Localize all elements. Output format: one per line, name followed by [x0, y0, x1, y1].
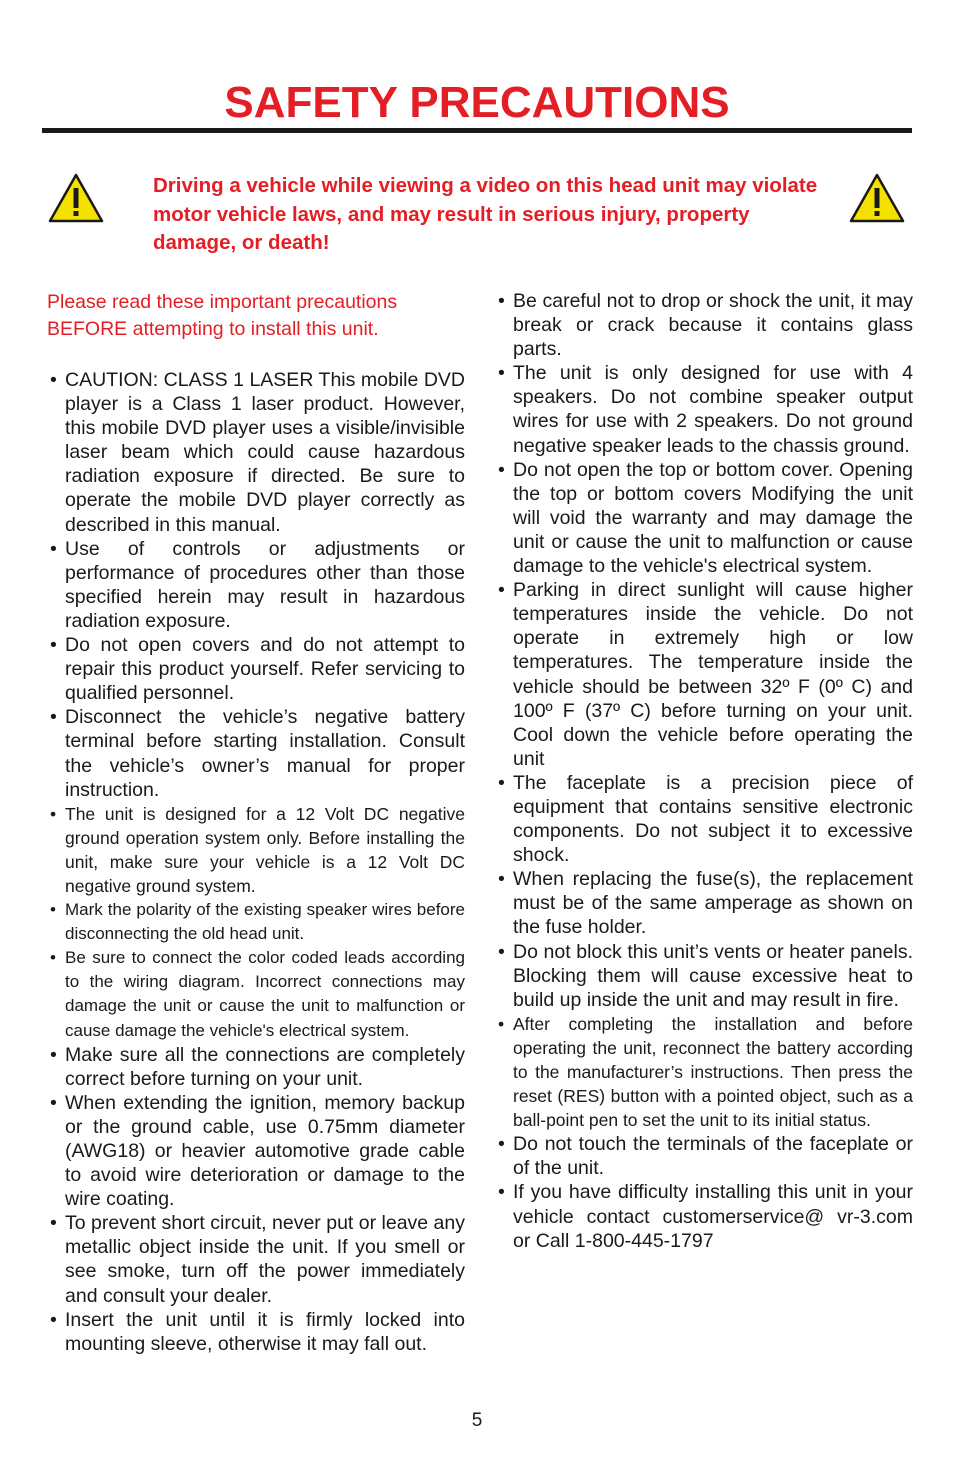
precaution-item: • Insert the unit until it is firmly locked into mounting sleeve, otherwise it may fall out. [47, 1308, 465, 1356]
precaution-item: • Be careful not to drop or shock the unit, it may break or crack because it contains glass parts. [495, 289, 913, 361]
precaution-item: • Disconnect the vehicle’s negative battery terminal before starting installation. Consult the vehicle’s owner’s manual for proper instruction. [47, 705, 465, 801]
warning-message: Driving a vehicle while viewing a video on this head unit may violate motor vehicle laws, and may result in serious injury, property damage, or death! [153, 174, 818, 254]
warning-triangle-icon [848, 172, 906, 224]
precaution-item: • Parking in direct sunlight will cause higher temperatures inside the vehicle. Do not operate in extremely high or low temperatures. The temperature inside the vehicle should be between 32º F (0º C) and 100º F (37º C) before turning on your unit. Cool down the vehicle before operating the unit [495, 578, 913, 771]
precaution-item: • Do not open the top or bottom cover. Opening the top or bottom covers Modifying the unit will void the warranty and may damage the unit or cause the unit to malfunction or cause damage to the vehicle's electrical system. [495, 458, 913, 578]
precaution-item: • If you have difficulty installing this unit in your vehicle contact customerservice@ vr-3.com or Call 1-800-445-1797 [495, 1180, 913, 1252]
precaution-item: • Do not open covers and do not attempt to repair this product yourself. Refer servicing to qualified personnel. [47, 633, 465, 705]
page-number: 5 [471, 1410, 483, 1431]
intro-note: Please read these important precautions BEFORE attempting to install this unit. [47, 291, 398, 340]
precaution-item: • When replacing the fuse(s), the replacement must be of the same amperage as shown on the fuse holder. [495, 867, 913, 939]
precaution-item: • Be sure to connect the color coded leads according to the wiring diagram. Incorrect connections may damage the unit or cause the unit to malfunction or cause damage the vehicle's electrical system. [47, 946, 465, 1042]
precaution-item: • Make sure all the connections are completely correct before turning on your unit. [47, 1043, 465, 1091]
right-column [495, 289, 913, 1253]
title-divider [42, 128, 912, 133]
precaution-item: • After completing the installation and before operating the unit, reconnect the battery according to the manufacturer’s instructions. Then press the reset (RES) button with a pointed object, such as a ball-point pen to set the unit to its initial status. [495, 1012, 913, 1132]
precaution-item: • The faceplate is a precision piece of equipment that contains sensitive electronic components. Do not subject it to excessive shock. [495, 771, 913, 867]
precaution-item: • Mark the polarity of the existing speaker wires before disconnecting the old head unit. [47, 898, 465, 946]
precaution-item: • Do not block this unit’s vents or heater panels. Blocking them will cause excessive heat to build up inside the unit and may result in fire. [495, 940, 913, 1012]
precaution-item: • CAUTION: CLASS 1 LASER This mobile DVD player is a Class 1 laser product. However, this mobile DVD player uses a visible/invisible laser beam which could cause hazardous radiation exposure if directed. Be sure to operate the mobile DVD player correctly as described in this manual. [47, 368, 465, 537]
page-title: SAFETY PRECAUTIONS [224, 78, 730, 127]
warning-triangle-icon [47, 172, 105, 224]
precaution-item: • When extending the ignition, memory backup or the ground cable, use 0.75mm diameter (AWG18) or heavier automotive grade cable to avoid wire deterioration or damage to the wire coating. [47, 1091, 465, 1211]
precaution-item: • Do not touch the terminals of the faceplate or of the unit. [495, 1132, 913, 1180]
precaution-item: • The unit is designed for a 12 Volt DC negative ground operation system only. Before installing the unit, make sure your vehicle is a 12 Volt DC negative ground system. [47, 802, 465, 898]
precaution-item: • To prevent short circuit, never put or leave any metallic object inside the unit. If you smell or see smoke, turn off the power immediately and consult your dealer. [47, 1211, 465, 1307]
left-column [47, 289, 465, 1356]
precaution-item: • Use of controls or adjustments or performance of procedures other than those specified herein may result in hazardous radiation exposure. [47, 537, 465, 633]
precaution-item: • The unit is only designed for use with 4 speakers. Do not combine speaker output wires for use with 2 speakers. Do not ground negative speaker leads to the chassis ground. [495, 361, 913, 457]
